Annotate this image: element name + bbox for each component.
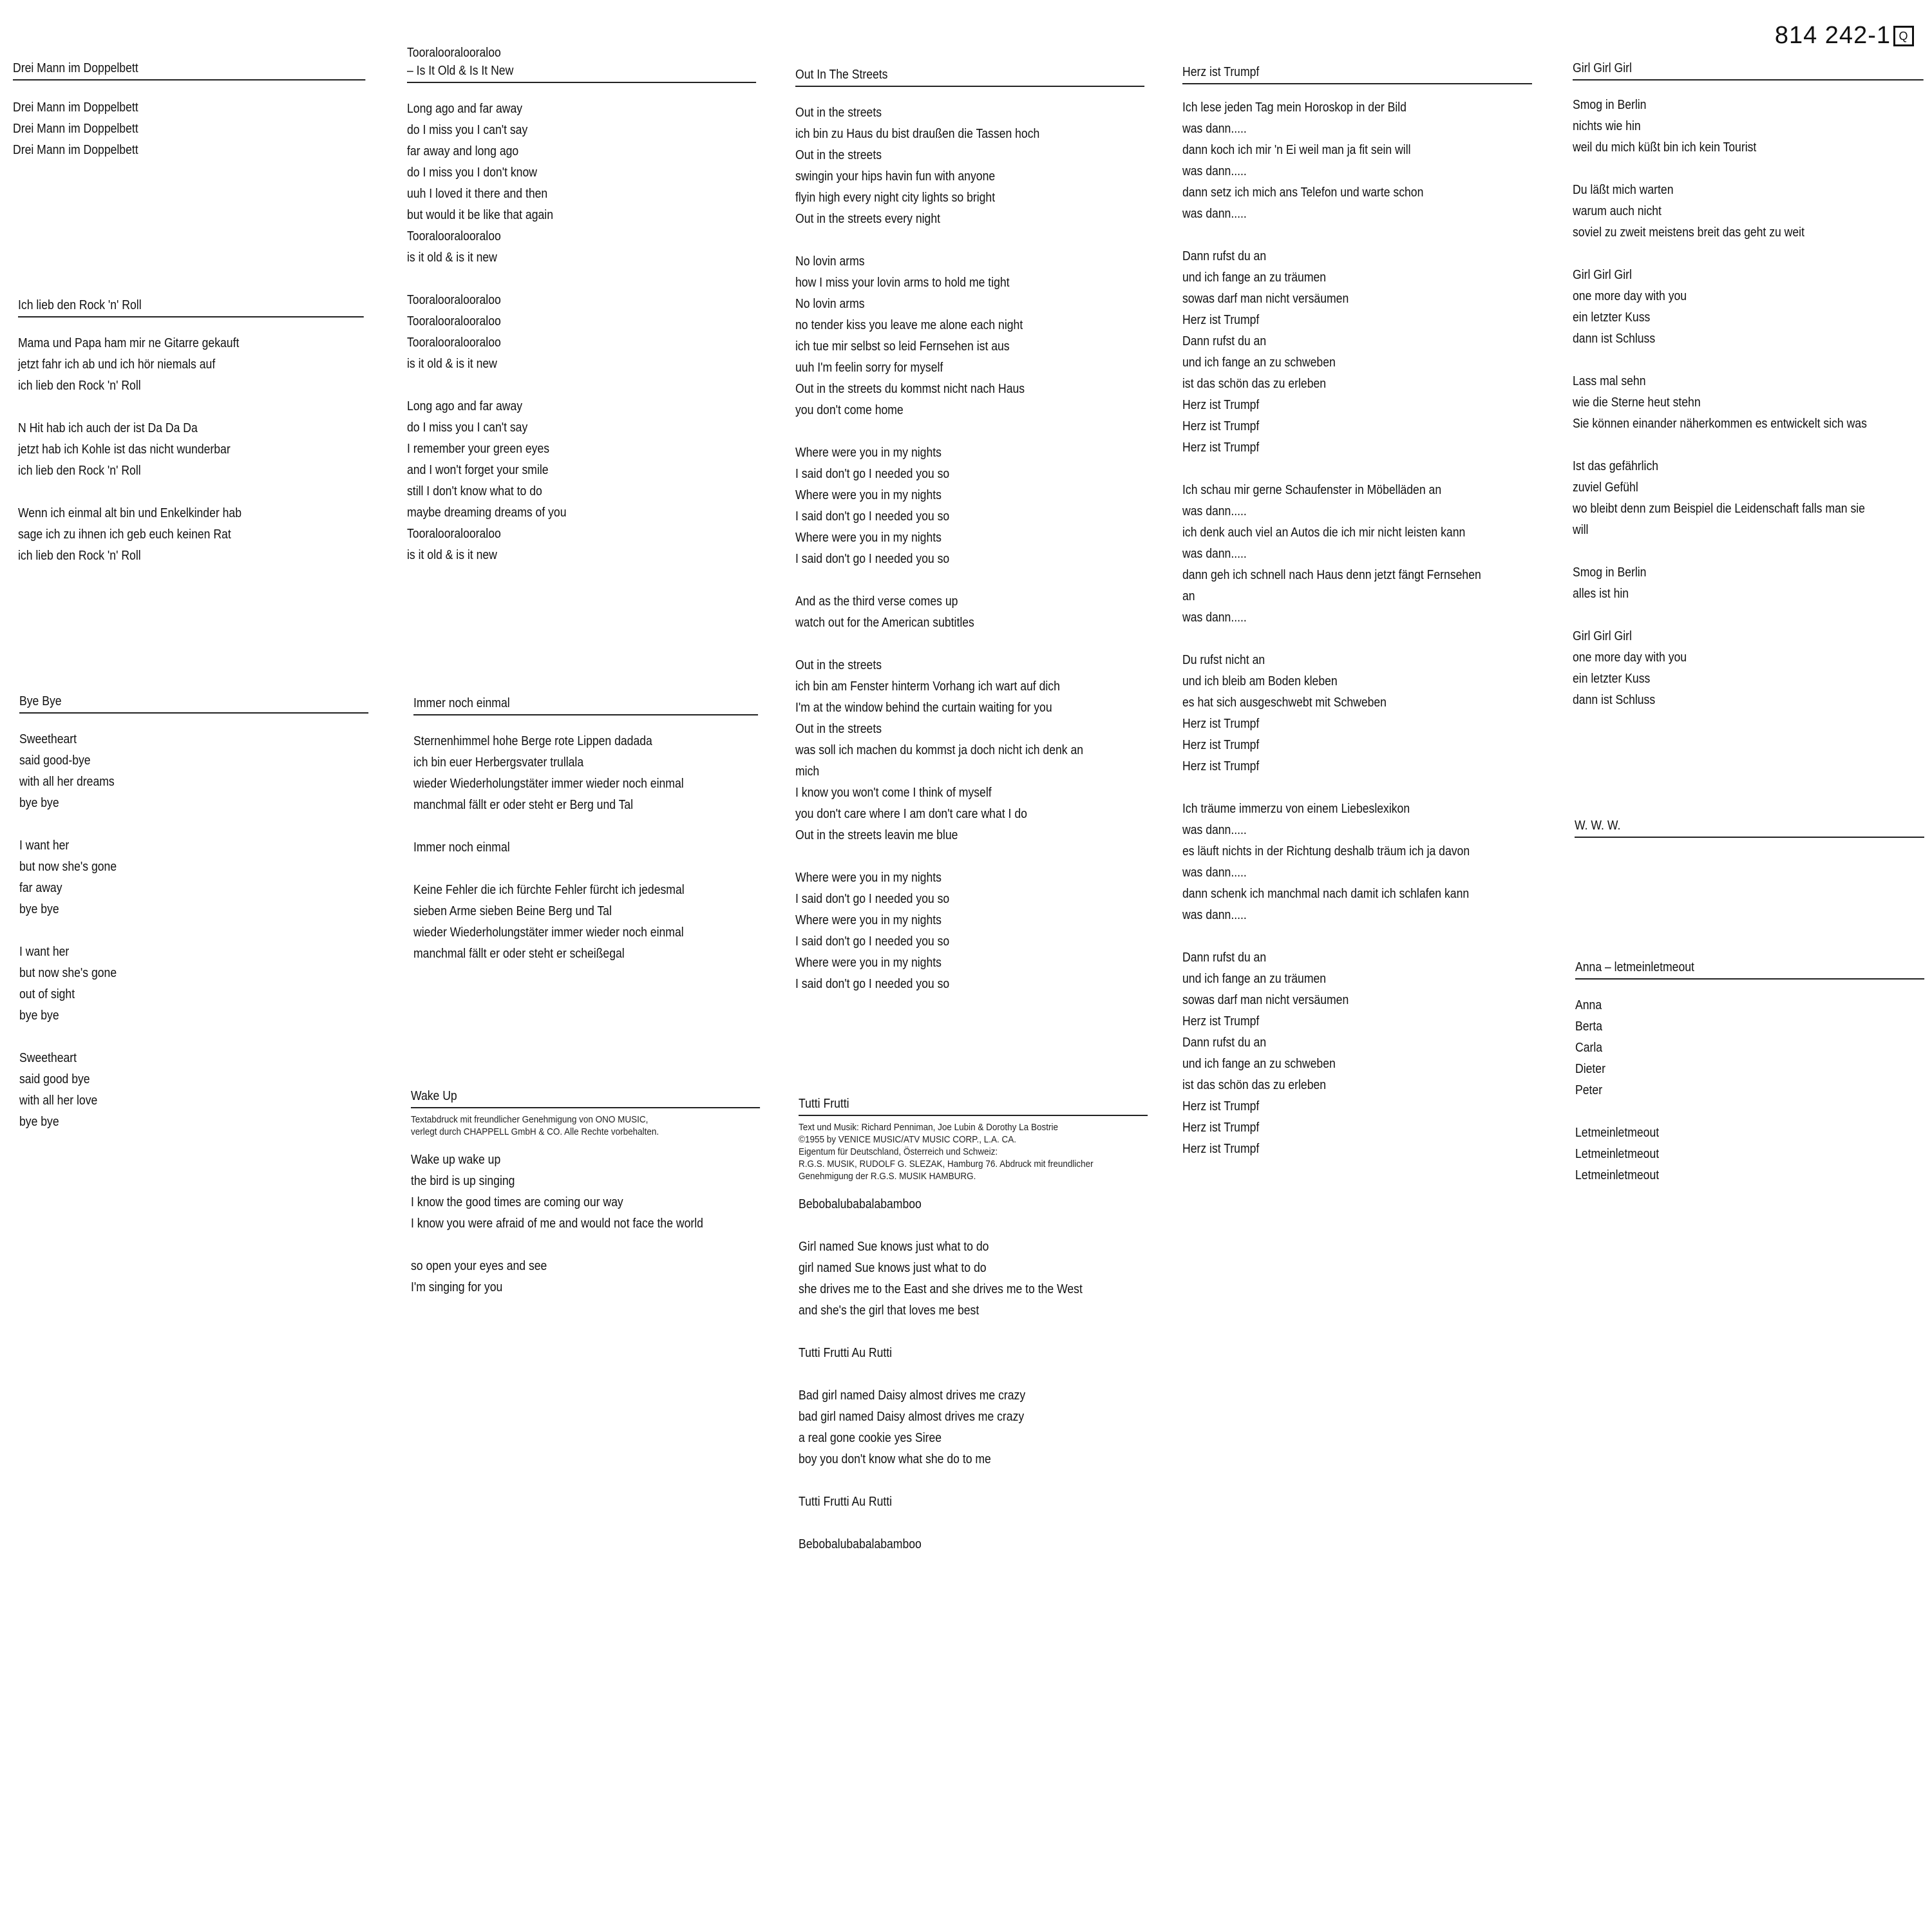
song-immer-noch-einmal: [413, 694, 760, 965]
song-title: Ich lieb den Rock 'n' Roll: [18, 296, 364, 317]
song-credits: Text und Musik: Richard Penniman, Joe Lubin & Dorothy La Bostrie ©1955 by VENICE MUSIC/ATV MUSIC CORP., L.A. CA. Eigentum für Deutschland, Österreich und Schweiz: R.G.S. MUSIK, RUDOLF G. SLEZAK, Hamburg 76. Abdruck mit freundlicher Genehmigung der R.G.S. MUSIK HAMBURG.: [799, 1122, 1094, 1182]
song-herz-ist-trumpf: [1182, 63, 1534, 1160]
catalog-number-text: 814 242-1: [1774, 22, 1891, 49]
quality-mark-icon: Q: [1893, 26, 1914, 46]
song-title: Anna – letmeinletmeout: [1575, 958, 1924, 980]
song-lyrics: Bebobalubabalabamboo Girl named Sue knows just what to do girl named Sue knows just what to do she drives me to the East and she drives me to the West and she's the girl that loves me best Tutti Frutti Au Rutti Bad girl named Daisy almost drives me crazy bad girl named Daisy almost drives me crazy a real gone cookie yes Siree boy you don't know what she do to me Tutti Frutti Au Rutti Bebobalubabalabamboo: [799, 1197, 1083, 1551]
song-lyrics: Smog in Berlin nichts wie hin weil du mich küßt bin ich kein Tourist Du läßt mich warten warum auch nicht soviel zu zweit meistens breit das geht zu weit Girl Girl Girl one more day with you ein letzter Kuss dann ist Schluss Lass mal sehn wie die Sterne heut stehn Sie können einander näherkommen es entwickelt sich was Ist das gefährlich zuviel Gefühl wo bleibt denn zum Beispiel die Leidenschaft falls man sie will Smog in Berlin alles ist hin Girl Girl Girl one more day with you ein letzter Kuss dann ist Schluss: [1573, 98, 1867, 707]
song-title: Bye Bye: [19, 692, 368, 714]
song-lyrics: Anna Berta Carla Dieter Peter Letmeinletmeout Letmeinletmeout Letmeinletmeout: [1575, 998, 1660, 1182]
song-lyrics: Sweetheart said good-bye with all her dreams bye bye I want her but now she's gone far away bye bye I want her but now she's gone out of sight bye bye Sweetheart said good bye with all her love bye bye: [19, 732, 117, 1129]
song-title: Wake Up: [411, 1087, 760, 1108]
song-lyrics: Drei Mann im Doppelbett Drei Mann im Doppelbett Drei Mann im Doppelbett: [13, 100, 138, 157]
song-lyrics: Out in the streets ich bin zu Haus du bist draußen die Tassen hoch Out in the streets swingin your hips havin fun with anyone flyin high every night city lights so bright Out in the streets every night No lovin arms how I miss your lovin arms to hold me tight No lovin arms no tender kiss you leave me alone each night ich tue mir selbst so leid Fernsehen ist aus uuh I'm feelin sorry for myself Out in the streets du kommst nicht nach Haus you don't come home Where were you in my nights I said don't go I needed you so Where were you in my nights I said don't go I needed you so Where were you in my nights I said don't go I needed you so And as the third verse comes up watch out for the American subtitles Out in the streets ich bin am Fenster hinterm Vorhang ich wart auf dich I'm at the window behind the curtain waiting for you Out in the streets was soll ich machen du kommst ja doch nicht ich denk an mich I know you won't come I think of myself you don't care where I am don't care what I do Out in the streets leavin me blue Where were you in my nights I said don't go I needed you so Where were you in my nights I said don't go I needed you so Where were you in my nights I said don't go I needed you so: [795, 106, 1084, 991]
song-title: Herz ist Trumpf: [1182, 63, 1532, 84]
catalog-number: [1775, 22, 1914, 50]
song-tutti-frutti: [799, 1095, 1150, 1555]
song-lyrics: Wake up wake up the bird is up singing I know the good times are coming our way I know you were afraid of me and would not face the world so open your eyes and see I'm singing for you: [411, 1153, 703, 1294]
song-rock-n-roll: [18, 296, 366, 567]
song-title: Tutti Frutti: [799, 1095, 1148, 1116]
song-title: Drei Mann im Doppelbett: [13, 59, 365, 80]
song-lyrics: Long ago and far away do I miss you I can't say far away and long ago do I miss you I don't know uuh I loved it there and then but would it be like that again Tooralooralooraloo is it old & is it new Tooralooralooraloo Tooralooralooraloo Tooralooralooraloo is it old & is it new Long ago and far away do I miss you I can't say I remember your green eyes and I won't forget your smile still I don't know what to do maybe dreaming dreams of you Tooralooralooraloo is it old & is it new: [407, 102, 567, 562]
song-anna: [1575, 958, 1926, 1186]
song-www: [1575, 817, 1926, 843]
song-out-in-the-streets: [795, 66, 1146, 995]
song-girl-girl-girl: [1573, 59, 1926, 711]
song-title: Out In The Streets: [795, 66, 1144, 87]
song-tooralooraloo: [407, 44, 758, 566]
song-lyrics: Sternenhimmel hohe Berge rote Lippen dadada ich bin euer Herbergsvater trullala wieder Wiederholungstäter immer wieder noch einmal manchmal fällt er oder steht er Berg und Tal Immer noch einmal Keine Fehler die ich fürchte Fehler fürcht ich jedesmal sieben Arme sieben Beine Berg und Tal wieder Wiederholungstäter immer wieder noch einmal manchmal fällt er oder steht er scheißegal: [413, 734, 685, 961]
song-lyrics: Ich lese jeden Tag mein Horoskop in der Bild was dann..... dann koch ich mir 'n Ei weil man ja fit sein will was dann..... dann setz ich mich ans Telefon und warte schon was dann..... Dann rufst du an und ich fange an zu träumen sowas darf man nicht versäumen Herz ist Trumpf Dann rufst du an und ich fange an zu schweben ist das schön das zu erleben Herz ist Trumpf Herz ist Trumpf Herz ist Trumpf Ich schau mir gerne Schaufenster in Möbelläden an was dann..... ich denk auch viel an Autos die ich mir nicht leisten kann was dann..... dann geh ich schnell nach Haus denn jetzt fängt Fernsehen an was dann..... Du rufst nicht an und ich bleib am Boden kleben es hat sich ausgeschwebt mit Schweben Herz ist Trumpf Herz ist Trumpf Herz ist Trumpf Ich träume immerzu von einem Liebeslexikon was dann..... es läuft nichts in der Richtung deshalb träum ich ja davon was dann..... dann schenk ich manchmal nach damit ich schlafen kann was dann..... Dann rufst du an und ich fange an zu träumen sowas darf man nicht versäumen Herz ist Trumpf Dann rufst du an und ich fange an zu schweben ist das schön das zu erleben Herz ist Trumpf Herz ist Trumpf Herz ist Trumpf: [1182, 100, 1481, 1156]
song-bye-bye: [19, 692, 370, 1133]
song-title: W. W. W.: [1575, 817, 1924, 838]
song-drei-mann: [13, 59, 367, 161]
song-title: Girl Girl Girl: [1573, 59, 1924, 80]
song-wake-up: [411, 1087, 762, 1298]
song-title: Immer noch einmal: [413, 694, 758, 715]
song-credits: Textabdruck mit freundlicher Genehmigung von ONO MUSIC, verlegt durch CHAPPELL GmbH & CO. Alle Rechte vorbehalten.: [411, 1114, 659, 1137]
song-title: Tooralooralooraloo – Is It Old & Is It New: [407, 44, 756, 83]
song-lyrics: Mama und Papa ham mir ne Gitarre gekauft jetzt fahr ich ab und ich hör niemals auf ich lieb den Rock 'n' Roll N Hit hab ich auch der ist Da Da Da jetzt hab ich Kohle ist das nicht wunderbar ich lieb den Rock 'n' Roll Wenn ich einmal alt bin und Enkelkinder hab sage ich zu ihnen ich geb euch keinen Rat ich lieb den Rock 'n' Roll: [18, 336, 242, 563]
